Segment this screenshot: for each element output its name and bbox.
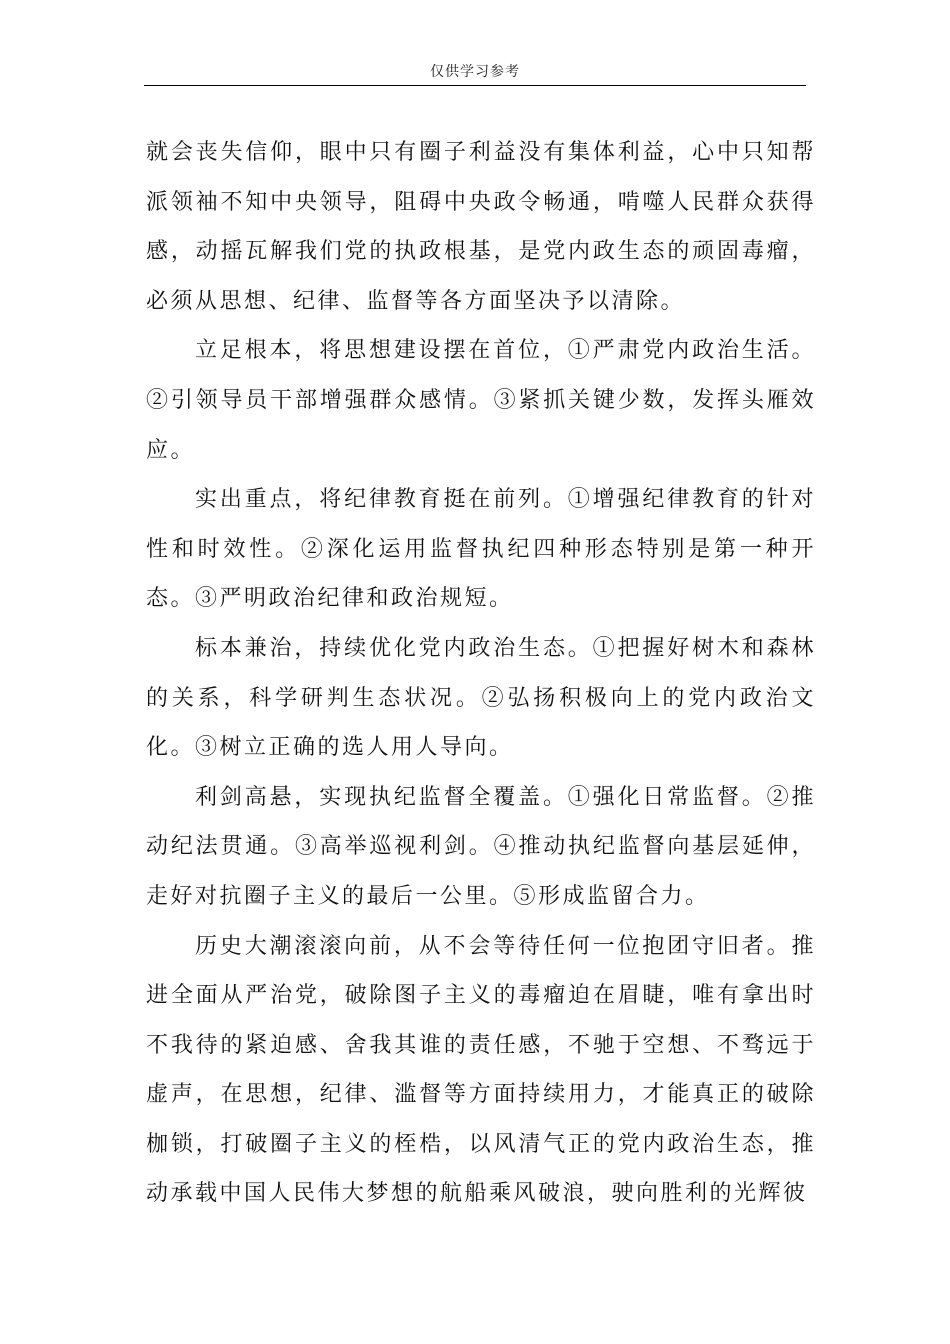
text-line: 应。 (146, 437, 196, 463)
text-line: 实出重点，将纪律教育挺在前列。①增强纪律教育的针对 (195, 487, 816, 513)
paragraph-2 (146, 326, 816, 475)
text-line: 的关系，科学研判生态状况。②弘扬积极向上的党内政治文化。 (146, 685, 816, 761)
text-line: 标本兼治，持续优化党内政治生态。①把握好树木和森林 (195, 635, 816, 661)
paragraph-6 (146, 922, 816, 1220)
text-line: 利剑高悬，实现执纪监督全覆盖。①强化日常监督。②推 (195, 784, 816, 810)
text-line: ③树立正确的选人用人导向。 (195, 735, 514, 761)
text-line: 性和时效性。②深化运用监督执纪四种形态特别是第一种开态。 (146, 536, 816, 612)
paragraph-3 (146, 475, 816, 624)
paragraph-4 (146, 624, 816, 773)
text-line: 派领袖不知中央领导，阻碍中央政令畅通，啃噬人民群众获得 (146, 189, 816, 215)
page-header: 仅供学习参考 (430, 64, 520, 80)
text-line: 感，动摇瓦解我们党的执政根基，是党内政生态的顽固毒瘤， (146, 239, 816, 265)
text-line: ③严明政治纪律和政治规短。 (195, 586, 514, 612)
text-line: ②引领导员干部增强群众感情。③紧抓关键少数，发挥头雁效 (146, 387, 816, 413)
text-line: 动承载中国人民伟大梦想的航船乘风破浪，驶向胜利的光辉彼 (146, 1181, 808, 1207)
text-line: 枷锁，打破圈子主义的桎梏，以风清气正的党内政治生态，推 (146, 1131, 816, 1157)
text-line: 历史大潮滚滚向前，从不会等待任何一位抱团守旧者。推 (195, 933, 816, 959)
text-line: 动纪法贯通。③高举巡视利剑。④推动执纪监督向基层延伸， (146, 834, 816, 860)
text-line: 立足根本，将思想建设摆在首位，①严肃党内政治生活。 (195, 338, 816, 364)
text-line: 走好对抗圈子主义的最后一公里。⑤形成监留合力。 (146, 883, 710, 909)
text-line: 必须从思想、纪律、监督等各方面坚决予以清除。 (146, 288, 686, 314)
header-rule (144, 85, 806, 86)
text-line: 虚声，在思想，纪律、滥督等方面持续用力，才能真正的破除 (146, 1082, 816, 1108)
body-text (146, 128, 816, 1219)
text-line: 不我待的紧迫感、舍我其谁的责任感，不驰于空想、不骛远于 (146, 1032, 816, 1058)
text-line: 就会丧失信仰，眼中只有圈子利益没有集体利益，心中只知帮 (146, 140, 816, 165)
text-line: 进全面从严治党，破除图子主义的毒瘤迫在眉睫，唯有拿出时 (146, 983, 816, 1009)
paragraph-5 (146, 773, 816, 922)
paragraph-1 (146, 128, 816, 326)
